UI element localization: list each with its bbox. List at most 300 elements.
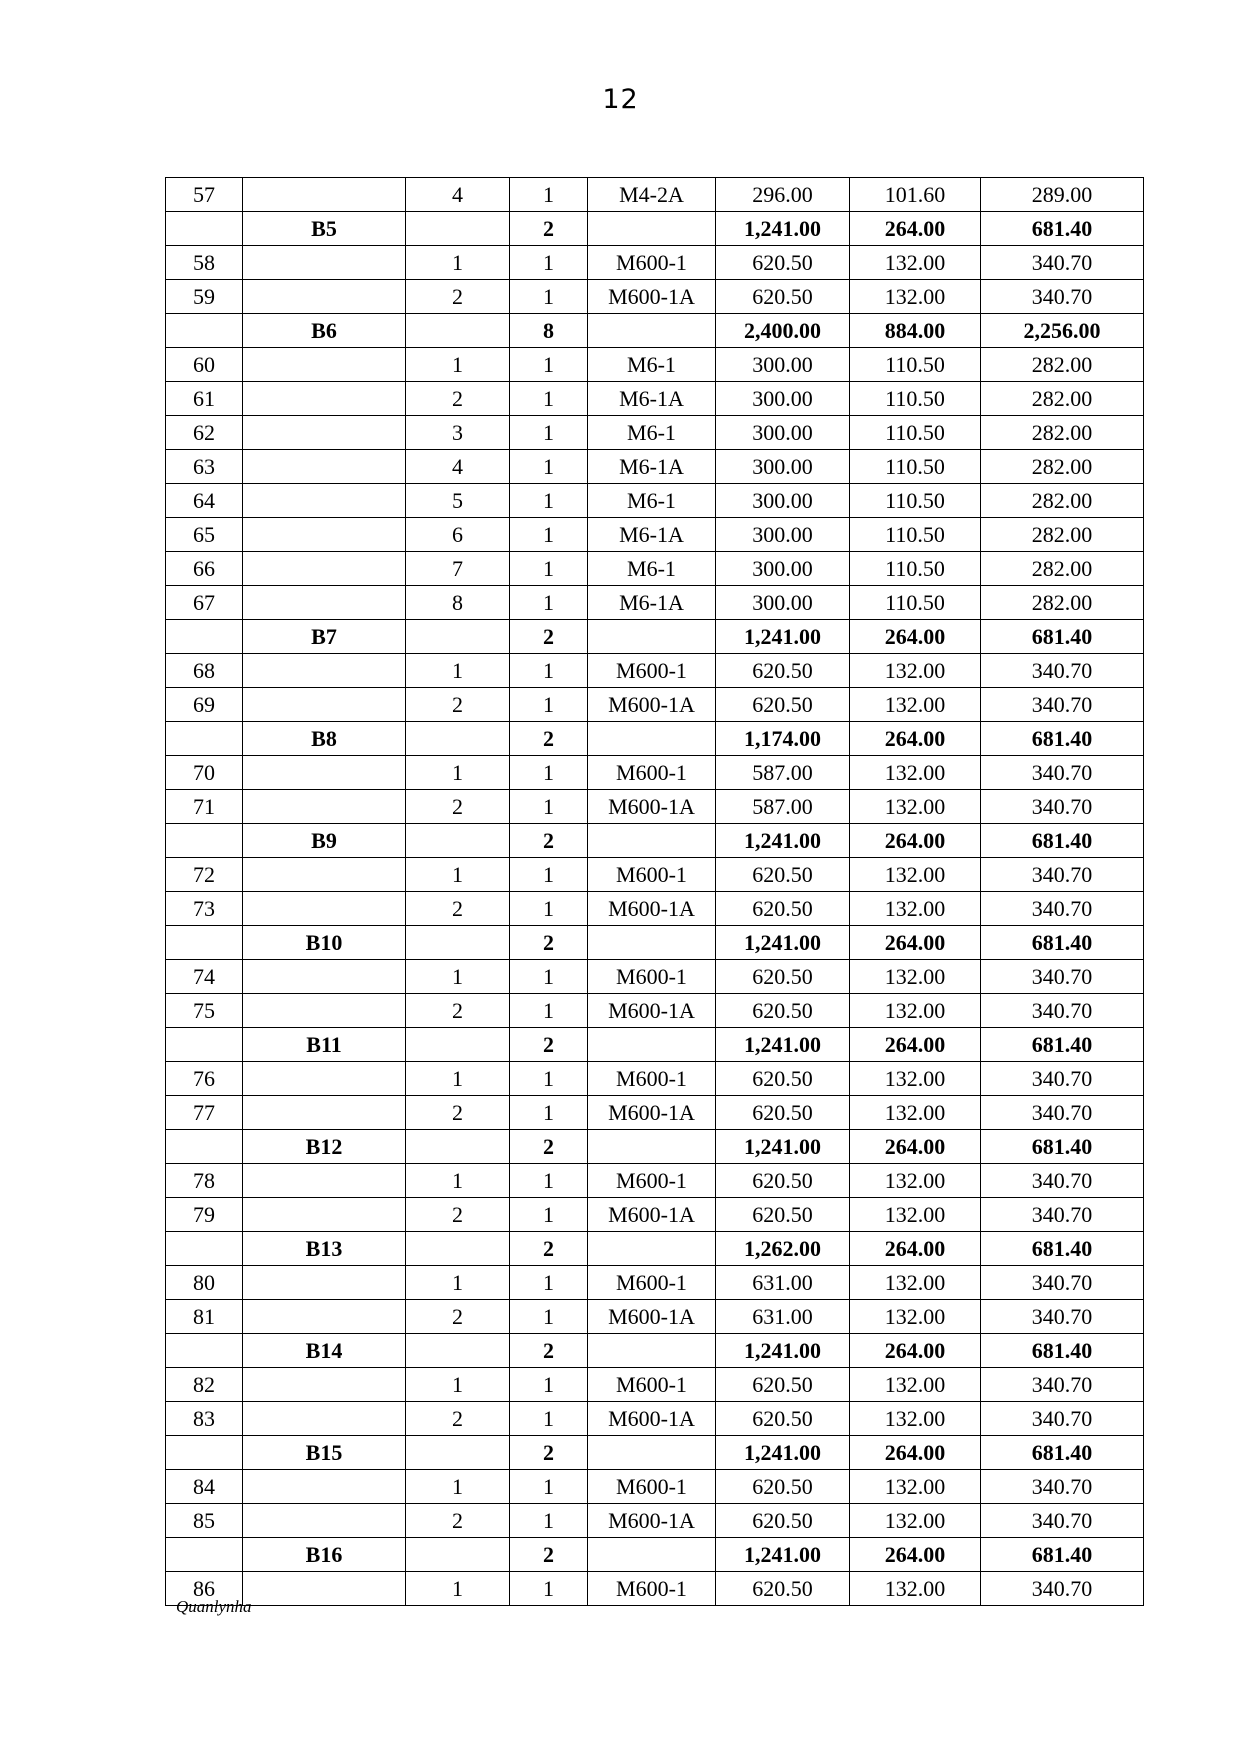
- cell-model: M6-1A: [588, 518, 716, 552]
- cell-area: 1,241.00: [716, 1538, 850, 1572]
- cell-no: 1: [406, 756, 510, 790]
- cell-no: 2: [406, 688, 510, 722]
- cell-stt: 79: [166, 1198, 243, 1232]
- cell-block: [243, 756, 406, 790]
- cell-qty: 1: [510, 280, 588, 314]
- block-summary-row: [166, 722, 1144, 756]
- cell-area: 1,262.00: [716, 1232, 850, 1266]
- cell-block: [243, 960, 406, 994]
- block-summary-row: [166, 926, 1144, 960]
- cell-stt: 61: [166, 382, 243, 416]
- cell-model: M600-1A: [588, 1198, 716, 1232]
- cell-model: M6-1A: [588, 450, 716, 484]
- cell-block: B15: [243, 1436, 406, 1470]
- cell-value-1: 110.50: [850, 484, 981, 518]
- cell-value-2: 282.00: [981, 450, 1144, 484]
- cell-value-1: 132.00: [850, 1164, 981, 1198]
- cell-qty: 1: [510, 1300, 588, 1334]
- cell-no: 1: [406, 1368, 510, 1402]
- table-row: [166, 1096, 1144, 1130]
- cell-value-1: 132.00: [850, 1062, 981, 1096]
- cell-stt: 69: [166, 688, 243, 722]
- cell-block: [243, 1368, 406, 1402]
- cell-stt: [166, 1232, 243, 1266]
- cell-area: 587.00: [716, 790, 850, 824]
- cell-block: [243, 994, 406, 1028]
- cell-stt: [166, 722, 243, 756]
- cell-block: [243, 280, 406, 314]
- cell-area: 300.00: [716, 552, 850, 586]
- cell-block: B7: [243, 620, 406, 654]
- cell-value-1: 132.00: [850, 688, 981, 722]
- cell-model: [588, 1436, 716, 1470]
- cell-value-1: 110.50: [850, 586, 981, 620]
- cell-model: M600-1A: [588, 1096, 716, 1130]
- cell-qty: 1: [510, 416, 588, 450]
- footer-text: Quanlynha: [176, 1597, 252, 1616]
- cell-qty: 2: [510, 824, 588, 858]
- cell-no: [406, 824, 510, 858]
- cell-value-2: 340.70: [981, 1164, 1144, 1198]
- cell-area: 620.50: [716, 1062, 850, 1096]
- cell-area: 1,241.00: [716, 1130, 850, 1164]
- cell-qty: 1: [510, 688, 588, 722]
- cell-block: [243, 1572, 406, 1606]
- block-summary-row: [166, 1028, 1144, 1062]
- cell-block: [243, 416, 406, 450]
- cell-value-2: 681.40: [981, 1436, 1144, 1470]
- cell-model: [588, 212, 716, 246]
- table-row: [166, 1368, 1144, 1402]
- cell-value-2: 340.70: [981, 1402, 1144, 1436]
- cell-no: [406, 212, 510, 246]
- cell-no: 3: [406, 416, 510, 450]
- cell-model: M600-1A: [588, 1504, 716, 1538]
- cell-qty: 1: [510, 246, 588, 280]
- cell-value-1: 132.00: [850, 858, 981, 892]
- table-row: [166, 1572, 1144, 1606]
- cell-qty: 1: [510, 790, 588, 824]
- cell-value-1: 132.00: [850, 892, 981, 926]
- cell-area: 620.50: [716, 688, 850, 722]
- cell-model: [588, 824, 716, 858]
- cell-value-1: 132.00: [850, 756, 981, 790]
- cell-model: M600-1: [588, 654, 716, 688]
- cell-no: 7: [406, 552, 510, 586]
- cell-area: 620.50: [716, 1368, 850, 1402]
- cell-value-2: 340.70: [981, 1096, 1144, 1130]
- cell-model: M6-1A: [588, 382, 716, 416]
- table-row: [166, 790, 1144, 824]
- cell-no: 2: [406, 1300, 510, 1334]
- cell-value-2: 340.70: [981, 1504, 1144, 1538]
- cell-model: M600-1A: [588, 688, 716, 722]
- cell-area: 300.00: [716, 484, 850, 518]
- cell-model: [588, 1130, 716, 1164]
- cell-stt: 62: [166, 416, 243, 450]
- cell-qty: 1: [510, 552, 588, 586]
- cell-block: B8: [243, 722, 406, 756]
- cell-value-2: 282.00: [981, 348, 1144, 382]
- cell-area: 620.50: [716, 1096, 850, 1130]
- cell-qty: 2: [510, 1436, 588, 1470]
- cell-block: [243, 1504, 406, 1538]
- cell-no: 1: [406, 960, 510, 994]
- cell-qty: 1: [510, 1096, 588, 1130]
- cell-value-1: 110.50: [850, 450, 981, 484]
- cell-model: M600-1A: [588, 790, 716, 824]
- cell-no: 4: [406, 178, 510, 212]
- cell-model: [588, 722, 716, 756]
- table-row: [166, 1062, 1144, 1096]
- cell-no: 1: [406, 1470, 510, 1504]
- table-row: [166, 756, 1144, 790]
- cell-block: [243, 518, 406, 552]
- block-summary-row: [166, 212, 1144, 246]
- cell-block: [243, 1198, 406, 1232]
- cell-value-1: 132.00: [850, 1096, 981, 1130]
- cell-area: 300.00: [716, 416, 850, 450]
- cell-no: 6: [406, 518, 510, 552]
- cell-stt: 77: [166, 1096, 243, 1130]
- cell-block: [243, 178, 406, 212]
- table-row: [166, 960, 1144, 994]
- table-row: [166, 1198, 1144, 1232]
- table-row: [166, 1164, 1144, 1198]
- cell-qty: 1: [510, 994, 588, 1028]
- cell-block: [243, 484, 406, 518]
- table-row: [166, 178, 1144, 212]
- cell-value-2: 2,256.00: [981, 314, 1144, 348]
- cell-model: [588, 926, 716, 960]
- cell-value-2: 340.70: [981, 892, 1144, 926]
- cell-model: M600-1: [588, 756, 716, 790]
- cell-value-1: 132.00: [850, 1300, 981, 1334]
- cell-value-1: 132.00: [850, 960, 981, 994]
- cell-model: M600-1: [588, 1164, 716, 1198]
- cell-value-2: 289.00: [981, 178, 1144, 212]
- cell-value-2: 681.40: [981, 824, 1144, 858]
- cell-qty: 1: [510, 654, 588, 688]
- cell-qty: 2: [510, 1232, 588, 1266]
- cell-block: [243, 892, 406, 926]
- cell-model: M600-1A: [588, 892, 716, 926]
- cell-stt: 78: [166, 1164, 243, 1198]
- cell-value-1: 264.00: [850, 620, 981, 654]
- cell-area: 2,400.00: [716, 314, 850, 348]
- cell-no: 2: [406, 790, 510, 824]
- cell-no: 2: [406, 1402, 510, 1436]
- cell-value-1: 132.00: [850, 246, 981, 280]
- cell-block: [243, 790, 406, 824]
- cell-value-1: 132.00: [850, 654, 981, 688]
- cell-value-2: 340.70: [981, 280, 1144, 314]
- cell-area: 620.50: [716, 960, 850, 994]
- cell-stt: [166, 620, 243, 654]
- cell-block: [243, 1266, 406, 1300]
- cell-value-2: 340.70: [981, 994, 1144, 1028]
- cell-model: M600-1: [588, 1266, 716, 1300]
- cell-value-1: 264.00: [850, 1334, 981, 1368]
- cell-area: 300.00: [716, 586, 850, 620]
- cell-qty: 1: [510, 1402, 588, 1436]
- cell-value-2: 340.70: [981, 654, 1144, 688]
- cell-model: M600-1: [588, 246, 716, 280]
- cell-qty: 1: [510, 518, 588, 552]
- cell-value-1: 110.50: [850, 416, 981, 450]
- cell-value-1: 264.00: [850, 1028, 981, 1062]
- cell-model: M600-1: [588, 1368, 716, 1402]
- cell-block: [243, 1062, 406, 1096]
- cell-value-2: 340.70: [981, 1368, 1144, 1402]
- table-row: [166, 416, 1144, 450]
- cell-qty: 1: [510, 1164, 588, 1198]
- cell-stt: [166, 1028, 243, 1062]
- table-row: [166, 450, 1144, 484]
- cell-no: 5: [406, 484, 510, 518]
- cell-stt: 72: [166, 858, 243, 892]
- cell-model: M6-1: [588, 552, 716, 586]
- cell-block: [243, 1300, 406, 1334]
- cell-value-2: 681.40: [981, 1538, 1144, 1572]
- cell-stt: 58: [166, 246, 243, 280]
- cell-no: [406, 1436, 510, 1470]
- cell-qty: 1: [510, 1368, 588, 1402]
- cell-qty: 1: [510, 586, 588, 620]
- cell-block: B9: [243, 824, 406, 858]
- cell-area: 1,241.00: [716, 926, 850, 960]
- cell-model: M600-1A: [588, 280, 716, 314]
- cell-value-1: 110.50: [850, 382, 981, 416]
- cell-value-2: 681.40: [981, 212, 1144, 246]
- cell-qty: 2: [510, 1028, 588, 1062]
- cell-area: 1,241.00: [716, 1028, 850, 1062]
- cell-qty: 1: [510, 960, 588, 994]
- cell-model: M600-1: [588, 858, 716, 892]
- cell-block: [243, 1096, 406, 1130]
- cell-block: B5: [243, 212, 406, 246]
- cell-block: [243, 552, 406, 586]
- cell-area: 1,241.00: [716, 212, 850, 246]
- block-summary-row: [166, 1436, 1144, 1470]
- cell-model: M600-1: [588, 1470, 716, 1504]
- cell-no: 1: [406, 1164, 510, 1198]
- cell-stt: [166, 824, 243, 858]
- cell-value-1: 264.00: [850, 1538, 981, 1572]
- cell-stt: [166, 1334, 243, 1368]
- cell-value-1: 884.00: [850, 314, 981, 348]
- cell-block: [243, 348, 406, 382]
- cell-area: 631.00: [716, 1266, 850, 1300]
- cell-value-2: 340.70: [981, 1300, 1144, 1334]
- cell-no: [406, 926, 510, 960]
- cell-stt: 74: [166, 960, 243, 994]
- cell-value-2: 681.40: [981, 1232, 1144, 1266]
- cell-area: 620.50: [716, 654, 850, 688]
- table-row: [166, 484, 1144, 518]
- table-row: [166, 552, 1144, 586]
- cell-no: 2: [406, 382, 510, 416]
- cell-no: 2: [406, 1198, 510, 1232]
- cell-stt: 81: [166, 1300, 243, 1334]
- cell-value-1: 132.00: [850, 280, 981, 314]
- cell-qty: 1: [510, 892, 588, 926]
- table-row: [166, 1504, 1144, 1538]
- cell-no: [406, 1028, 510, 1062]
- cell-model: M600-1: [588, 1062, 716, 1096]
- block-summary-row: [166, 1334, 1144, 1368]
- cell-value-1: 264.00: [850, 926, 981, 960]
- cell-block: B16: [243, 1538, 406, 1572]
- cell-area: 620.50: [716, 1198, 850, 1232]
- cell-area: 300.00: [716, 518, 850, 552]
- cell-model: M6-1A: [588, 586, 716, 620]
- cell-no: [406, 620, 510, 654]
- table-row: [166, 518, 1144, 552]
- table-row: [166, 1300, 1144, 1334]
- cell-qty: 1: [510, 1572, 588, 1606]
- cell-stt: 60: [166, 348, 243, 382]
- cell-value-1: 264.00: [850, 722, 981, 756]
- cell-value-2: 340.70: [981, 756, 1144, 790]
- table-row: [166, 994, 1144, 1028]
- cell-qty: 1: [510, 1266, 588, 1300]
- table-row: [166, 1266, 1144, 1300]
- cell-area: 620.50: [716, 280, 850, 314]
- cell-block: [243, 586, 406, 620]
- cell-model: [588, 314, 716, 348]
- cell-qty: 2: [510, 1334, 588, 1368]
- cell-value-2: 681.40: [981, 722, 1144, 756]
- block-summary-row: [166, 620, 1144, 654]
- cell-qty: 1: [510, 1470, 588, 1504]
- cell-area: 1,241.00: [716, 824, 850, 858]
- data-table: [165, 177, 1144, 1606]
- table-row: [166, 280, 1144, 314]
- cell-model: [588, 1028, 716, 1062]
- cell-block: [243, 688, 406, 722]
- cell-stt: 82: [166, 1368, 243, 1402]
- cell-value-1: 132.00: [850, 1198, 981, 1232]
- cell-value-2: 681.40: [981, 1130, 1144, 1164]
- cell-block: B14: [243, 1334, 406, 1368]
- cell-area: 620.50: [716, 1164, 850, 1198]
- cell-area: 587.00: [716, 756, 850, 790]
- cell-block: B10: [243, 926, 406, 960]
- cell-qty: 1: [510, 1198, 588, 1232]
- cell-no: 1: [406, 1572, 510, 1606]
- cell-value-1: 132.00: [850, 994, 981, 1028]
- cell-qty: 1: [510, 1504, 588, 1538]
- cell-no: [406, 1334, 510, 1368]
- cell-value-2: 681.40: [981, 926, 1144, 960]
- table-row: [166, 1470, 1144, 1504]
- table-row: [166, 382, 1144, 416]
- cell-value-2: 282.00: [981, 586, 1144, 620]
- cell-value-1: 132.00: [850, 1368, 981, 1402]
- cell-qty: 1: [510, 484, 588, 518]
- cell-value-2: 282.00: [981, 552, 1144, 586]
- table-row: [166, 586, 1144, 620]
- cell-value-2: 340.70: [981, 858, 1144, 892]
- cell-model: M6-1: [588, 484, 716, 518]
- cell-block: B12: [243, 1130, 406, 1164]
- cell-value-2: 282.00: [981, 518, 1144, 552]
- cell-value-1: 132.00: [850, 1402, 981, 1436]
- cell-value-2: 340.70: [981, 1572, 1144, 1606]
- cell-stt: [166, 1538, 243, 1572]
- cell-qty: 1: [510, 1062, 588, 1096]
- cell-stt: 68: [166, 654, 243, 688]
- block-summary-row: [166, 1130, 1144, 1164]
- cell-value-2: 340.70: [981, 960, 1144, 994]
- cell-stt: 66: [166, 552, 243, 586]
- cell-model: M6-1: [588, 416, 716, 450]
- cell-stt: 57: [166, 178, 243, 212]
- cell-model: [588, 1334, 716, 1368]
- table-row: [166, 1402, 1144, 1436]
- table-row: [166, 858, 1144, 892]
- cell-block: B13: [243, 1232, 406, 1266]
- cell-value-1: 264.00: [850, 212, 981, 246]
- cell-stt: 63: [166, 450, 243, 484]
- cell-qty: 1: [510, 858, 588, 892]
- cell-stt: [166, 1436, 243, 1470]
- cell-area: 300.00: [716, 348, 850, 382]
- table-row: [166, 688, 1144, 722]
- cell-model: M6-1: [588, 348, 716, 382]
- cell-stt: 80: [166, 1266, 243, 1300]
- cell-value-2: 340.70: [981, 688, 1144, 722]
- cell-block: [243, 1470, 406, 1504]
- cell-no: 8: [406, 586, 510, 620]
- cell-value-2: 340.70: [981, 1062, 1144, 1096]
- block-summary-row: [166, 824, 1144, 858]
- cell-no: 2: [406, 892, 510, 926]
- cell-value-2: 282.00: [981, 416, 1144, 450]
- cell-value-1: 132.00: [850, 1266, 981, 1300]
- cell-area: 300.00: [716, 382, 850, 416]
- cell-value-1: 110.50: [850, 348, 981, 382]
- cell-no: 1: [406, 654, 510, 688]
- cell-model: M600-1A: [588, 1402, 716, 1436]
- cell-area: 1,241.00: [716, 1436, 850, 1470]
- cell-area: 1,241.00: [716, 1334, 850, 1368]
- cell-value-1: 132.00: [850, 790, 981, 824]
- cell-area: 620.50: [716, 858, 850, 892]
- cell-value-1: 264.00: [850, 1436, 981, 1470]
- cell-qty: 2: [510, 722, 588, 756]
- cell-stt: 83: [166, 1402, 243, 1436]
- cell-value-2: 340.70: [981, 1198, 1144, 1232]
- cell-stt: 67: [166, 586, 243, 620]
- cell-model: M600-1: [588, 960, 716, 994]
- cell-qty: 2: [510, 1130, 588, 1164]
- cell-no: [406, 314, 510, 348]
- cell-area: 620.50: [716, 1402, 850, 1436]
- cell-no: 2: [406, 1096, 510, 1130]
- cell-model: M4-2A: [588, 178, 716, 212]
- cell-no: 1: [406, 858, 510, 892]
- cell-stt: 76: [166, 1062, 243, 1096]
- cell-no: [406, 1130, 510, 1164]
- cell-area: 1,241.00: [716, 620, 850, 654]
- cell-value-1: 132.00: [850, 1572, 981, 1606]
- cell-stt: 73: [166, 892, 243, 926]
- cell-model: [588, 1538, 716, 1572]
- cell-area: 620.50: [716, 892, 850, 926]
- cell-block: [243, 382, 406, 416]
